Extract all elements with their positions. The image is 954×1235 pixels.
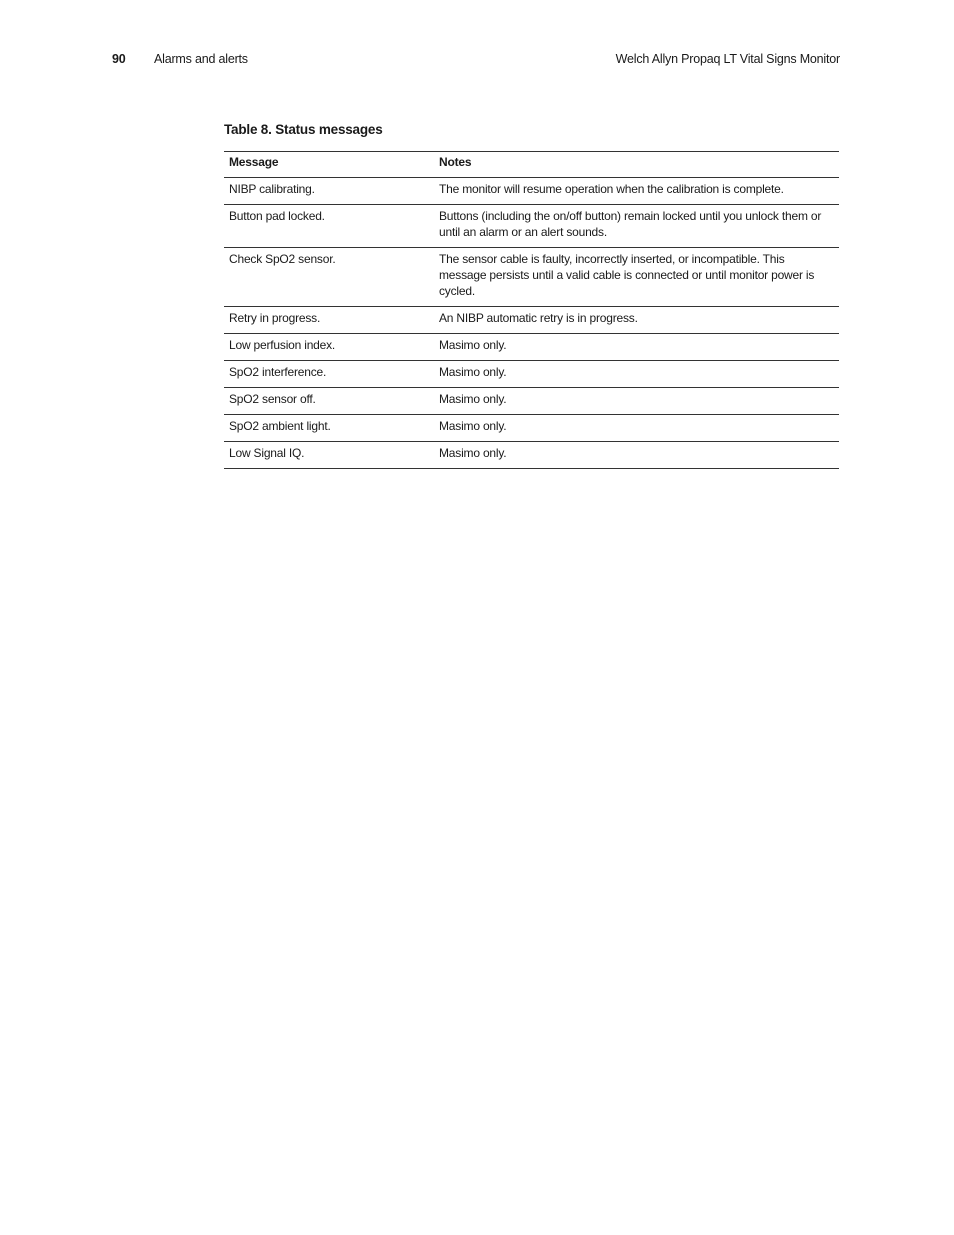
notes-cell: The sensor cable is faulty, incorrectly inserted, or incompatible. This message persists until a valid cable is connected or until monitor power is cycled.	[434, 248, 839, 307]
message-cell: SpO2 ambient light.	[224, 415, 434, 442]
notes-cell: Masimo only.	[434, 334, 839, 361]
table-row	[224, 307, 839, 334]
notes-cell: Buttons (including the on/off button) remain locked until you unlock them or until an alarm or an alert sounds.	[434, 205, 839, 248]
status-messages-table	[224, 151, 839, 469]
message-cell: NIBP calibrating.	[224, 178, 434, 205]
column-header-message: Message	[224, 152, 434, 178]
table-header-row	[224, 152, 839, 178]
table-row	[224, 388, 839, 415]
notes-cell: Masimo only.	[434, 415, 839, 442]
notes-cell: The monitor will resume operation when the calibration is complete.	[434, 178, 839, 205]
table-row	[224, 442, 839, 469]
table-row	[224, 334, 839, 361]
notes-cell: Masimo only.	[434, 442, 839, 469]
table-row	[224, 205, 839, 248]
message-cell: Check SpO2 sensor.	[224, 248, 434, 307]
table-row	[224, 361, 839, 388]
message-cell: SpO2 interference.	[224, 361, 434, 388]
message-cell: Retry in progress.	[224, 307, 434, 334]
table-row	[224, 248, 839, 307]
page-header	[0, 52, 954, 70]
column-header-notes: Notes	[434, 152, 839, 178]
table-row	[224, 415, 839, 442]
notes-cell: Masimo only.	[434, 361, 839, 388]
table-row	[224, 178, 839, 205]
notes-cell: Masimo only.	[434, 388, 839, 415]
notes-cell: An NIBP automatic retry is in progress.	[434, 307, 839, 334]
message-cell: Button pad locked.	[224, 205, 434, 248]
page-number: 90	[112, 52, 126, 66]
document-title: Welch Allyn Propaq LT Vital Signs Monitor	[615, 52, 840, 66]
table-caption: Table 8. Status messages	[224, 122, 383, 137]
message-cell: Low perfusion index.	[224, 334, 434, 361]
message-cell: SpO2 sensor off.	[224, 388, 434, 415]
message-cell: Low Signal IQ.	[224, 442, 434, 469]
section-name: Alarms and alerts	[154, 52, 248, 66]
